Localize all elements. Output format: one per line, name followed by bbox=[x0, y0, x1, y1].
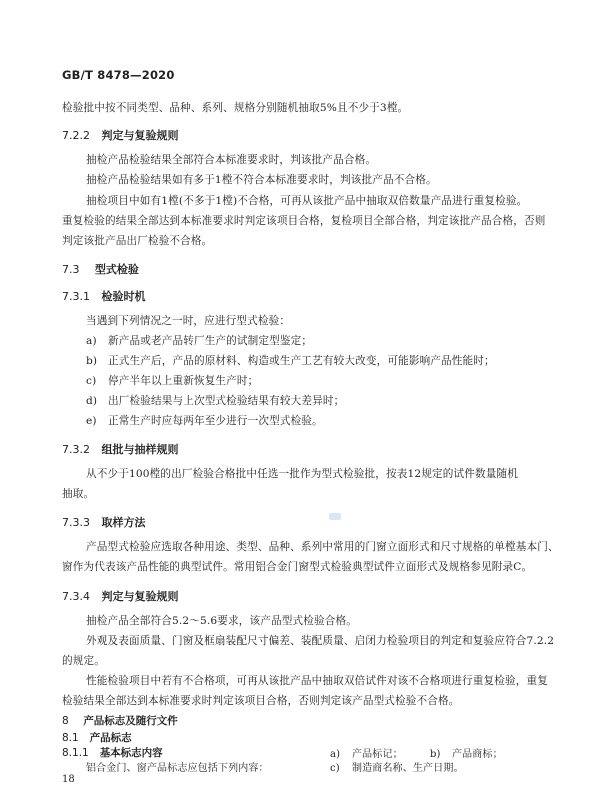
section-title: 检验时机 bbox=[101, 290, 146, 303]
list-label: d) bbox=[86, 395, 98, 407]
list-text: 正常生产时应每两年至少进行一次型式检验。 bbox=[108, 415, 323, 427]
scan-mark bbox=[329, 513, 341, 520]
paragraph-line: 当遇到下列情况之一时，应进行型式检验： bbox=[86, 315, 291, 327]
list-text: 停产半年以上重新恢复生产时； bbox=[108, 375, 259, 387]
standard-header: GB/T 8478—2020 bbox=[62, 68, 175, 82]
section-title: 组批与抽样规则 bbox=[101, 443, 179, 456]
paragraph-line: 性能检验项目中若有不合格项，可再从该批产品中抽取双倍试件对该不合格项进行重复检验，重复 bbox=[86, 675, 548, 687]
section-7-3-4-heading bbox=[62, 588, 179, 604]
list-label: c) bbox=[330, 763, 340, 774]
list-item bbox=[86, 413, 323, 428]
paragraph-line: 从不少于100樘的出厂检验合格批中任选一批作为型式检验批，按表12规定的试件数量随机 bbox=[86, 468, 518, 480]
paragraph-line: 判定该批产品出厂检验不合格。 bbox=[62, 235, 213, 247]
section-title: 产品标志 bbox=[89, 732, 132, 744]
paragraph-line: 抽检产品检验结果如有多于1樘不符合本标准要求时，判该批产品不合格。 bbox=[86, 174, 437, 186]
list-label: c) bbox=[86, 375, 97, 387]
list-label: a) bbox=[330, 749, 341, 760]
section-title: 判定与复验规则 bbox=[101, 129, 179, 142]
section-7-2-2-heading bbox=[62, 127, 179, 143]
paragraph-line: 产品型式检验应选取各种用途、类型、品种、系列中常用的门窗立面形式和尺寸规格的单樘基本门、 bbox=[86, 541, 559, 553]
list-item bbox=[86, 333, 312, 348]
section-title: 判定与复验规则 bbox=[101, 590, 179, 603]
section-7-3-2-heading bbox=[62, 441, 179, 457]
section-title: 型式检验 bbox=[94, 263, 139, 276]
paragraph-line: 抽检产品全部符合5.2～5.6要求，该产品型式检验合格。 bbox=[86, 615, 357, 627]
list-item bbox=[86, 393, 344, 408]
paragraph-line: 窗作为代表该产品性能的典型试件。常用铝合金门窗型式检验典型试件立面形式及规格参见附录C。 bbox=[62, 561, 533, 573]
list-item bbox=[330, 745, 403, 760]
list-text: 制造商名称、生产日期。 bbox=[352, 763, 464, 774]
paragraph-line: 抽取。 bbox=[62, 488, 95, 500]
section-number: 7.3.3 bbox=[62, 516, 90, 529]
list-label: b) bbox=[86, 355, 98, 367]
paragraph-line: 外观及表面质量、门窗及框扇装配尺寸偏差、装配质量、启闭力检验项目的判定和复验应符合7.2.2 bbox=[86, 635, 555, 647]
list-label: a) bbox=[86, 335, 97, 347]
list-item bbox=[330, 759, 464, 774]
section-number: 7.3.4 bbox=[62, 590, 90, 603]
section-7-3-heading bbox=[62, 261, 139, 277]
section-8-heading bbox=[62, 713, 178, 728]
list-text: 产品商标； bbox=[452, 749, 503, 760]
section-number: 8 bbox=[62, 715, 69, 727]
list-text: 新产品或老产品转厂生产的试制定型鉴定； bbox=[108, 335, 313, 347]
section-number: 7.3 bbox=[62, 263, 80, 276]
paragraph-line: 检验批中按不同类型、品种、系列、规格分别随机抽取5%且不少于3樘。 bbox=[62, 102, 409, 114]
section-number: 8.1 bbox=[62, 732, 79, 744]
paragraph-line: 的规定。 bbox=[62, 655, 105, 667]
section-8-1-1-heading bbox=[62, 745, 163, 760]
list-item bbox=[430, 745, 503, 760]
section-number: 7.3.2 bbox=[62, 443, 90, 456]
section-7-3-3-heading bbox=[62, 514, 146, 530]
list-text: 正式生产后，产品的原材料、构造或生产工艺有较大改变，可能影响产品性能时； bbox=[108, 355, 495, 367]
section-title: 产品标志及随行文件 bbox=[83, 715, 178, 727]
section-8-1-heading bbox=[62, 730, 132, 745]
list-item bbox=[86, 373, 258, 388]
section-7-3-1-heading bbox=[62, 288, 146, 304]
section-number: 7.3.1 bbox=[62, 290, 90, 303]
section-title: 取样方法 bbox=[101, 516, 146, 529]
list-label: e) bbox=[86, 415, 97, 427]
paragraph-line: 抽检产品检验结果全部符合本标准要求时，判该批产品合格。 bbox=[86, 154, 377, 166]
list-label: b) bbox=[430, 749, 441, 760]
section-number: 7.2.2 bbox=[62, 129, 90, 142]
list-text: 出厂检验结果与上次型式检验结果有较大差异时； bbox=[108, 395, 345, 407]
paragraph-line: 抽检项目中如有1樘(不多于1樘)不合格，可再从该批产品中抽取双倍数量产品进行重复检验。 bbox=[86, 195, 528, 207]
paragraph-line: 检验结果全部达到本标准要求时判定该项目合格，否则判定该产品型式检验不合格。 bbox=[62, 695, 460, 707]
paragraph-line: 重复检验的结果全部达到本标准要求时判定该项目合格，复检项目全部合格，判定该批产品合格，否则 bbox=[62, 215, 546, 227]
paragraph-line: 铝合金门、窗产品标志应包括下列内容： bbox=[86, 763, 269, 774]
page-number: 18 bbox=[62, 774, 75, 785]
section-number: 8.1.1 bbox=[62, 747, 89, 759]
section-title: 基本标志内容 bbox=[99, 747, 163, 759]
list-text: 产品标记； bbox=[352, 749, 403, 760]
list-item bbox=[86, 353, 495, 368]
